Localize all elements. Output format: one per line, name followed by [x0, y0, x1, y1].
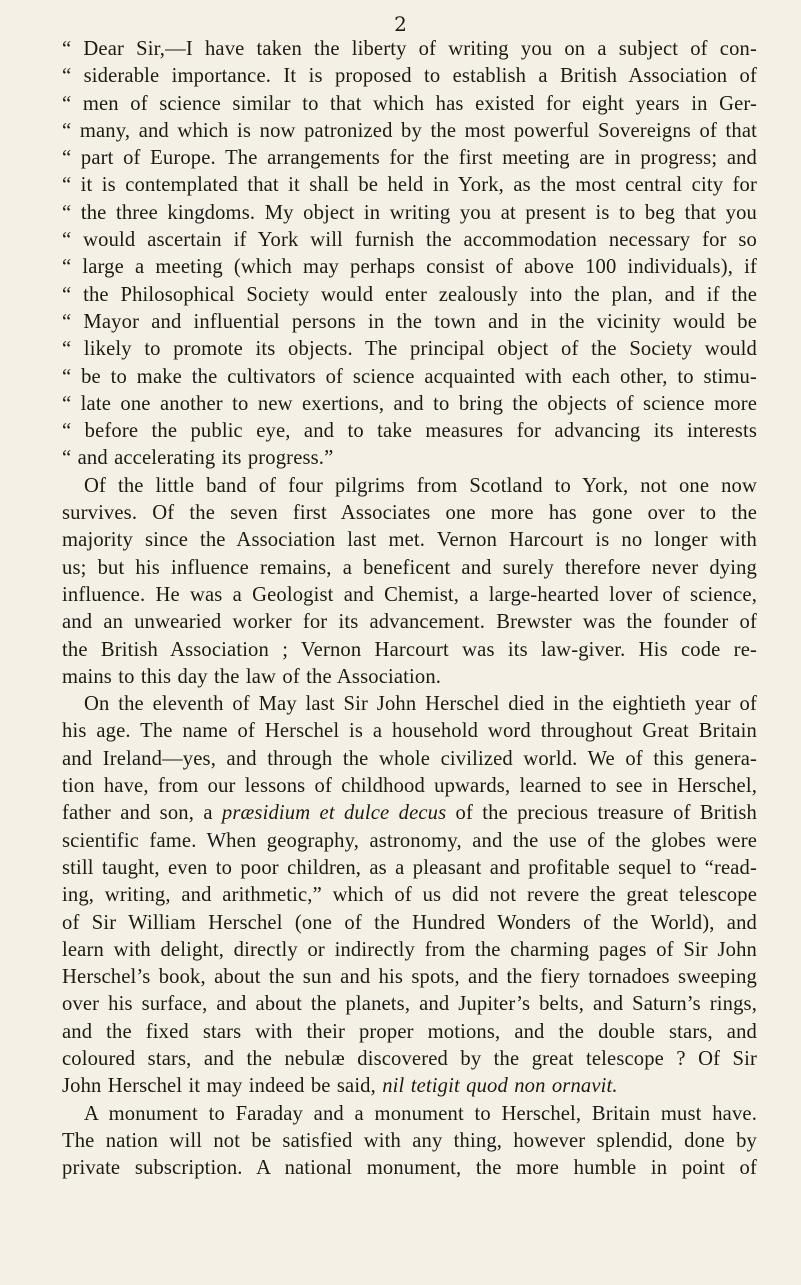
- letter-line: “ likely to promote its objects. The principal object of the Society would: [62, 338, 757, 361]
- letter-line: “ part of Europe. The arrangements for the first meeting are in progress; and: [62, 147, 757, 170]
- letter-line: “ be to make the cultivators of science acquainted with each other, to stimu-: [62, 365, 757, 388]
- latin-phrase: nil tetigit quod non ornavit.: [382, 1075, 618, 1098]
- text-line: and the fixed stars with their proper motions, and the double stars, and: [62, 1020, 757, 1043]
- letter-line: “ would ascertain if York will furnish the accommodation necessary for so: [62, 229, 757, 252]
- text-line: the British Association ; Vernon Harcourt was its law-giver. His code re-: [62, 638, 757, 661]
- letter-line: “ the Philosophical Society would enter zealously into the plan, and if the: [62, 283, 757, 306]
- letter-line: “ men of science similar to that which has existed for eight years in Ger-: [62, 92, 757, 115]
- letter-line: “ before the public eye, and to take measures for advancing its interests: [62, 420, 757, 443]
- letter-line: “ Mayor and influential persons in the town and in the vicinity would be: [62, 310, 757, 333]
- text-line: private subscription. A national monument, the more humble in point of: [62, 1157, 757, 1180]
- text-line: mains to this day the law of the Association.: [62, 665, 442, 688]
- latin-phrase: præsidium et dulce decus: [221, 802, 447, 825]
- letter-line: “ it is contemplated that it shall be held in York, as the most central city for: [62, 174, 757, 197]
- text-line: A monument to Faraday and a monument to Herschel, Britain must have.: [84, 1102, 757, 1125]
- text-segment: father and son, a: [62, 802, 222, 825]
- letter-line: “ and accelerating its progress.”: [62, 447, 334, 470]
- text-line: coloured stars, and the nebulæ discovered by the great telescope ? Of Sir: [62, 1047, 757, 1070]
- text-line: [62, 1073, 757, 1100]
- text-segment: John Herschel it may indeed be said,: [62, 1075, 383, 1098]
- letter-line: “ late one another to new exertions, and to bring the objects of science more: [62, 392, 757, 415]
- text-line: The nation will not be satisfied with any thing, however splendid, done by: [62, 1129, 757, 1152]
- text-line: ing, writing, and arithmetic,” which of us did not revere the great telescope: [62, 884, 757, 907]
- letter-line: “ siderable importance. It is proposed to establish a British Association of: [62, 65, 757, 88]
- text-line: survives. Of the seven first Associates one more has gone over to the: [62, 502, 757, 525]
- text-line: and an unwearied worker for its advancement. Brewster was the founder of: [62, 611, 757, 634]
- text-line: Of the little band of four pilgrims from Scotland to York, not one now: [84, 474, 757, 497]
- text-line: majority since the Association last met. Vernon Harcourt is no longer with: [62, 529, 757, 552]
- text-line: over his surface, and about the planets, and Jupiter’s belts, and Saturn’s rings,: [62, 993, 757, 1016]
- text-line: still taught, even to poor children, as a pleasant and profitable sequel to “read-: [62, 856, 757, 879]
- text-line: of Sir William Herschel (one of the Hundred Wonders of the World), and: [62, 911, 757, 934]
- text-line: On the eleventh of May last Sir John Herschel died in the eightieth year of: [84, 693, 757, 716]
- text-segment: of the precious treasure of British: [446, 802, 757, 825]
- paragraph-monument: [62, 1101, 757, 1183]
- letter-line: “ large a meeting (which may perhaps consist of above 100 individuals), if: [62, 256, 757, 279]
- text-line: [62, 800, 757, 827]
- text-line: and Ireland—yes, and through the whole civilized world. We of this genera-: [62, 747, 757, 770]
- page-body: [62, 36, 757, 1182]
- letter-line: “ many, and which is now patronized by the most powerful Sovereigns of that: [62, 119, 757, 142]
- text-line: his age. The name of Herschel is a household word throughout Great Britain: [62, 720, 757, 743]
- text-line: Herschel’s book, about the sun and his spots, and the fiery tornadoes sweeping: [62, 966, 757, 989]
- text-line: us; but his influence remains, a beneficent and surely therefore never dying: [62, 556, 757, 579]
- paragraph-herschel: [62, 691, 757, 1100]
- letter-line: “ the three kingdoms. My object in writing you at present is to beg that you: [62, 201, 757, 224]
- paragraph-pilgrims: [62, 473, 757, 691]
- page-number: 2: [394, 12, 407, 36]
- text-line: influence. He was a Geologist and Chemist, a large-hearted lover of science,: [62, 583, 757, 606]
- letter-line: “ Dear Sir,—I have taken the liberty of writing you on a subject of con-: [62, 38, 757, 60]
- text-line: learn with delight, directly or indirectly from the charming pages of Sir John: [62, 938, 757, 961]
- quoted-letter: [62, 36, 757, 473]
- text-line: tion have, from our lessons of childhood upwards, learned to see in Herschel,: [62, 775, 757, 798]
- text-line: scientific fame. When geography, astronomy, and the use of the globes were: [62, 829, 757, 852]
